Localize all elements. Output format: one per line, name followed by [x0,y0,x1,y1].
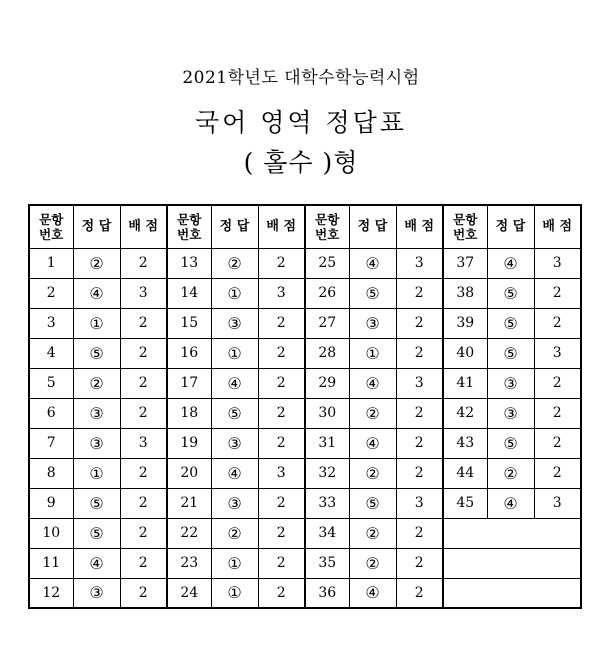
table-row [29,488,581,518]
answer-cell: ③ [487,368,534,398]
header-number: 문항 번호 [29,205,73,248]
question-number: 28 [305,338,349,368]
score-cell: 2 [120,398,167,428]
answer-cell: ⑤ [73,338,120,368]
header-score: 배 점 [258,205,305,248]
score-cell: 2 [120,308,167,338]
score-cell: 2 [396,518,443,548]
answer-cell: ③ [487,398,534,428]
question-number: 36 [305,578,349,608]
score-cell: 2 [258,368,305,398]
question-number: 2 [29,278,73,308]
table-row [29,458,581,488]
question-number: 22 [167,518,211,548]
answer-cell: ③ [349,308,396,338]
score-cell: 2 [120,338,167,368]
answer-cell: ④ [487,248,534,278]
question-number: 21 [167,488,211,518]
question-number: 20 [167,458,211,488]
question-number: 34 [305,518,349,548]
answer-cell: ③ [73,398,120,428]
answer-cell: ⑤ [349,488,396,518]
table-row [29,338,581,368]
answer-cell: ① [211,548,258,578]
header-answer: 정 답 [487,205,534,248]
score-cell: 2 [396,548,443,578]
answer-cell: ② [73,368,120,398]
answer-cell: ⑤ [487,308,534,338]
score-cell: 2 [258,548,305,578]
question-number: 16 [167,338,211,368]
score-cell: 2 [258,338,305,368]
answer-cell: ② [349,398,396,428]
question-number: 35 [305,548,349,578]
question-number: 38 [443,278,487,308]
question-number: 12 [29,578,73,608]
exam-title: 2021학년도 대학수학능력시험 [182,68,420,88]
table-row [29,548,581,578]
answer-cell: ② [487,458,534,488]
answer-cell: ① [349,338,396,368]
empty-cell [443,548,581,578]
question-number: 15 [167,308,211,338]
answer-cell: ① [73,458,120,488]
answer-cell: ⑤ [73,488,120,518]
question-number: 43 [443,428,487,458]
answer-cell: ③ [211,428,258,458]
answer-cell: ④ [349,368,396,398]
score-cell: 3 [120,428,167,458]
question-number: 39 [443,308,487,338]
score-cell: 2 [534,368,581,398]
question-number: 18 [167,398,211,428]
answer-cell: ② [349,548,396,578]
header-score: 배 점 [120,205,167,248]
score-cell: 2 [258,308,305,338]
score-cell: 3 [534,248,581,278]
question-number: 14 [167,278,211,308]
score-cell: 2 [258,488,305,518]
answer-cell: ⑤ [73,518,120,548]
score-cell: 2 [396,308,443,338]
answer-cell: ② [211,518,258,548]
answer-cell: ② [349,458,396,488]
score-cell: 3 [258,458,305,488]
exam-type-title: ( 홀수 )형 [243,148,359,177]
header-score: 배 점 [534,205,581,248]
subject-title: 국어 영역 정답표 [195,108,407,137]
table-row [29,248,581,278]
question-number: 17 [167,368,211,398]
table-row [29,368,581,398]
score-cell: 2 [396,428,443,458]
answer-cell: ④ [349,428,396,458]
answer-cell: ⑤ [487,428,534,458]
answer-cell: ④ [487,488,534,518]
score-cell: 2 [120,248,167,278]
score-cell: 2 [120,518,167,548]
table-row [29,428,581,458]
empty-cell [443,518,581,548]
table-row [29,578,581,608]
answer-cell: ② [349,518,396,548]
question-number: 1 [29,248,73,278]
answer-cell: ① [211,338,258,368]
answer-cell: ④ [73,278,120,308]
question-number: 11 [29,548,73,578]
question-number: 19 [167,428,211,458]
header-number: 문항 번호 [305,205,349,248]
score-cell: 2 [258,518,305,548]
table-row [29,278,581,308]
answer-cell: ① [211,578,258,608]
score-cell: 2 [396,338,443,368]
question-number: 40 [443,338,487,368]
answer-cell: ⑤ [211,398,258,428]
header-score: 배 점 [396,205,443,248]
answer-cell: ③ [73,578,120,608]
answer-cell: ④ [349,248,396,278]
score-cell: 3 [396,488,443,518]
score-cell: 2 [534,428,581,458]
score-cell: 2 [396,398,443,428]
score-cell: 2 [396,578,443,608]
question-number: 5 [29,368,73,398]
question-number: 26 [305,278,349,308]
score-cell: 2 [534,278,581,308]
question-number: 27 [305,308,349,338]
question-number: 7 [29,428,73,458]
score-cell: 2 [258,428,305,458]
score-cell: 3 [534,338,581,368]
header-answer: 정 답 [349,205,396,248]
table-row [29,398,581,428]
answer-key-table [28,204,582,609]
answer-cell: ④ [349,578,396,608]
question-number: 24 [167,578,211,608]
question-number: 31 [305,428,349,458]
score-cell: 3 [534,488,581,518]
answer-cell: ③ [73,428,120,458]
question-number: 4 [29,338,73,368]
header-answer: 정 답 [73,205,120,248]
score-cell: 2 [258,398,305,428]
question-number: 41 [443,368,487,398]
question-number: 9 [29,488,73,518]
question-number: 8 [29,458,73,488]
question-number: 6 [29,398,73,428]
header-number: 문항 번호 [167,205,211,248]
score-cell: 2 [120,458,167,488]
question-number: 13 [167,248,211,278]
score-cell: 2 [258,578,305,608]
question-number: 25 [305,248,349,278]
score-cell: 2 [396,278,443,308]
question-number: 30 [305,398,349,428]
question-number: 3 [29,308,73,338]
answer-cell: ⑤ [487,338,534,368]
question-number: 33 [305,488,349,518]
score-cell: 2 [120,368,167,398]
answer-cell: ① [73,308,120,338]
answer-cell: ② [73,248,120,278]
question-number: 45 [443,488,487,518]
question-number: 44 [443,458,487,488]
header-number: 문항 번호 [443,205,487,248]
score-cell: 3 [120,278,167,308]
question-number: 42 [443,398,487,428]
answer-cell: ⑤ [487,278,534,308]
question-number: 32 [305,458,349,488]
answer-cell: ④ [73,548,120,578]
score-cell: 3 [258,278,305,308]
score-cell: 2 [120,578,167,608]
score-cell: 2 [534,398,581,428]
table-row [29,518,581,548]
question-number: 23 [167,548,211,578]
question-number: 10 [29,518,73,548]
empty-cell [443,578,581,608]
score-cell: 2 [534,308,581,338]
answer-cell: ④ [211,368,258,398]
score-cell: 2 [120,548,167,578]
score-cell: 2 [396,458,443,488]
answer-cell: ④ [211,458,258,488]
score-cell: 2 [258,248,305,278]
header-answer: 정 답 [211,205,258,248]
table-row [29,308,581,338]
question-number: 29 [305,368,349,398]
answer-cell: ② [211,248,258,278]
score-cell: 3 [396,248,443,278]
header-row [29,205,581,248]
score-cell: 2 [120,488,167,518]
score-cell: 2 [534,458,581,488]
score-cell: 3 [396,368,443,398]
question-number: 37 [443,248,487,278]
answer-cell: ③ [211,488,258,518]
answer-cell: ③ [211,308,258,338]
answer-cell: ⑤ [349,278,396,308]
answer-cell: ① [211,278,258,308]
